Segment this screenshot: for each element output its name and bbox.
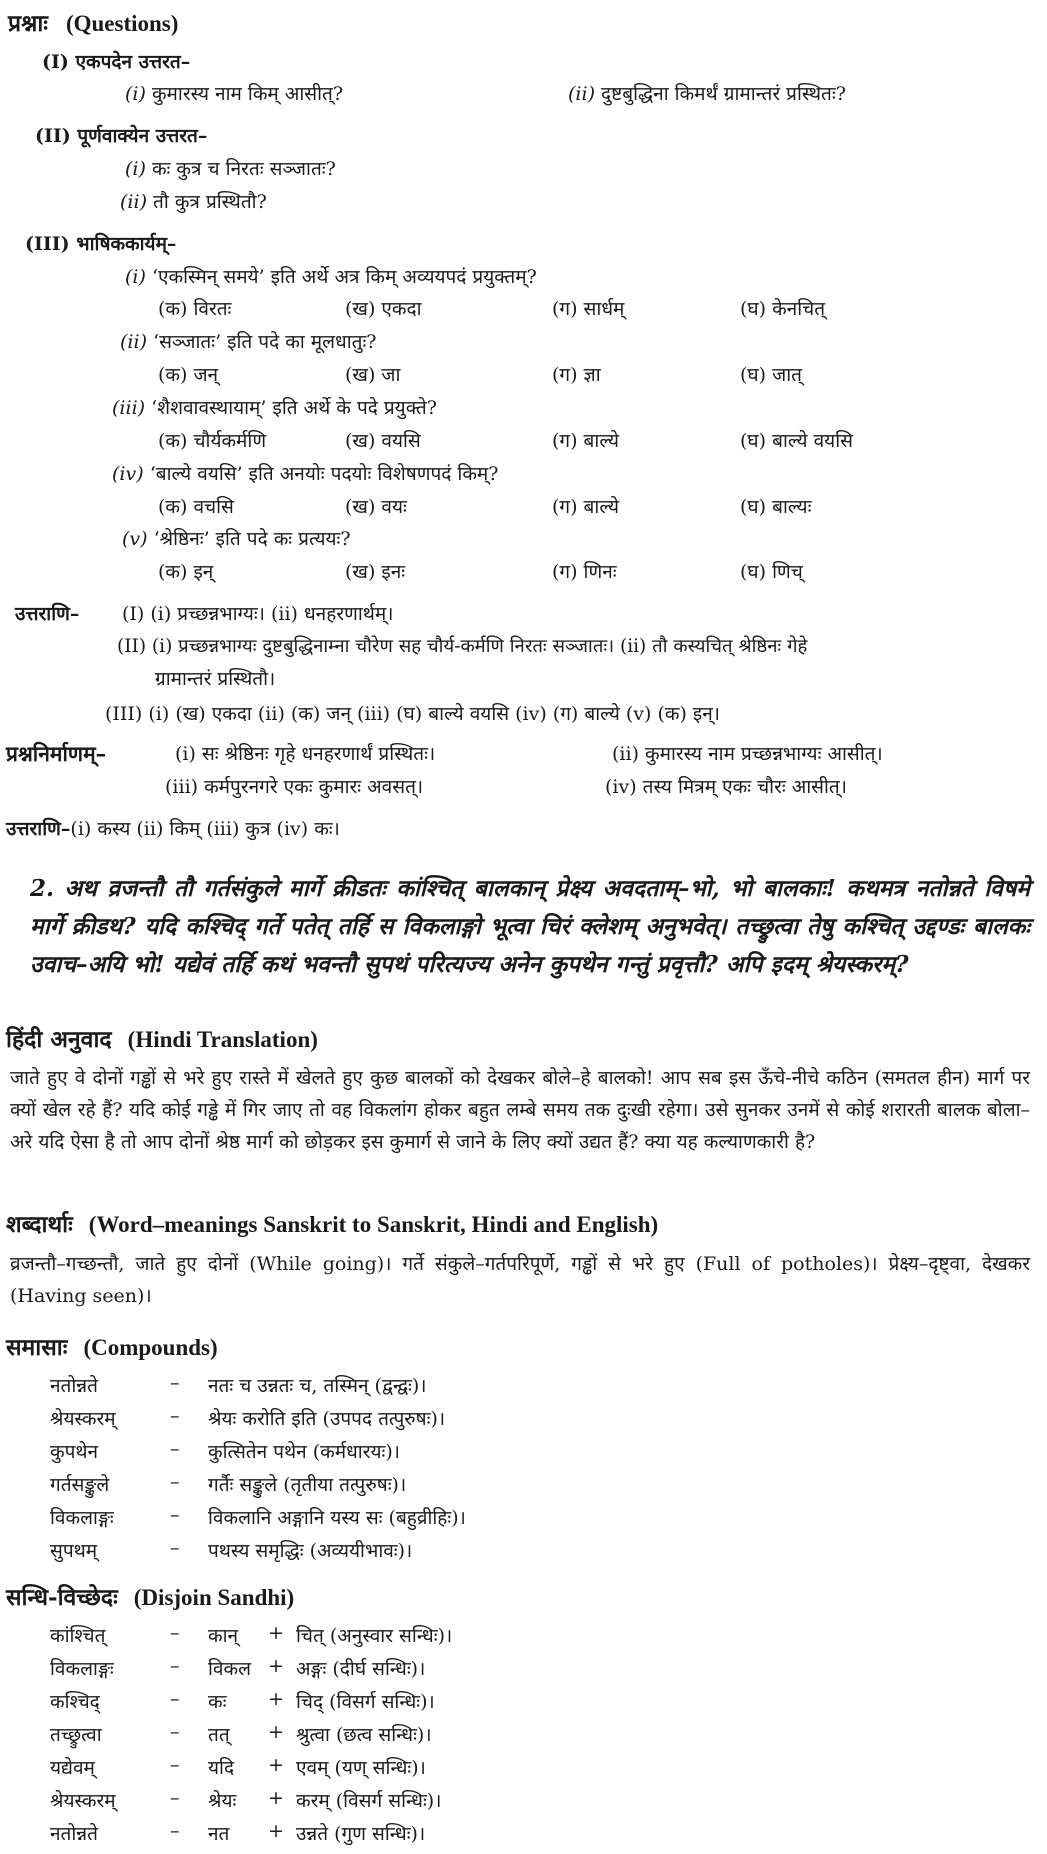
term: कश्चिद् (50, 1691, 100, 1713)
answers-label: उत्तराणि– (15, 603, 80, 625)
q-number: (i) (125, 158, 146, 180)
plus: + (268, 1655, 284, 1677)
dash: – (170, 1688, 180, 1710)
term: यद्येवम् (50, 1757, 95, 1779)
option: (क) चौर्यकर्मणि (158, 430, 267, 452)
section-3-q1 (125, 263, 537, 289)
heading-en: (Disjoin Sandhi) (133, 1585, 295, 1610)
heading-hi: हिंदी अनुवाद (6, 1026, 112, 1053)
option: (ख) एकदा (345, 298, 422, 320)
option: (घ) बाल्ये वयसि (740, 430, 853, 452)
part-b: करम् (विसर्ग सन्धिः)। (296, 1790, 442, 1812)
part-b: एवम् (यण् सन्धिः)। (296, 1757, 426, 1779)
questions-heading (8, 6, 178, 38)
answers-2-text: (i) कस्य (ii) किम् (iii) कुत्र (iv) कः। (70, 818, 340, 840)
part-a: नत (208, 1823, 230, 1845)
plus: + (268, 1754, 284, 1776)
answers-2 (6, 815, 340, 841)
answer-line-3: (III) (i) (ख) एकदा (ii) (क) जन् (iii) (घ) बाल्ये वयसि (iv) (ग) बाल्ये (v) (क) इन्। (105, 703, 721, 725)
section-3-q5 (122, 525, 351, 551)
heading-en: (Hindi Translation) (127, 1027, 318, 1052)
dash: – (170, 1504, 180, 1526)
part-a: विकल (208, 1658, 251, 1680)
option: (घ) जात् (740, 364, 802, 386)
question-formation-iv: (iv) तस्य मित्रम् एकः चौरः आसीत्। (605, 776, 847, 798)
q-text: ‘एकस्मिन् समये’ इति अर्थे अत्र किम् अव्ययपदं प्रयुक्तम्? (151, 266, 537, 288)
dash: – (170, 1754, 180, 1776)
answer-line-2: (II) (i) प्रच्छन्नभाग्यः दुष्टबुद्धिनाम्ना चौरेण सह चौर्य-कर्मणि निरतः सञ्जातः। (ii) तौ कस्यचित् श्रेष्ठिनः गेहे (117, 636, 808, 657)
heading-hi: समासाः (6, 1334, 68, 1361)
meaning: गर्तैः सङ्कुले (तृतीया तत्पुरुषः)। (208, 1474, 407, 1496)
part-b: चित् (अनुस्वार सन्धिः)। (296, 1625, 453, 1647)
q-text: दुष्टबुद्धिना किमर्थं ग्रामान्तरं प्रस्थितः? (601, 83, 846, 105)
option: (क) विरतः (158, 298, 232, 320)
q-number: (v) (122, 528, 148, 550)
heading-hi: शब्दार्थाः (6, 1211, 73, 1238)
q-text: कुमारस्य नाम किम् आसीत्? (151, 83, 344, 105)
section-3-q4 (112, 460, 498, 486)
option: (ग) सार्धम् (552, 298, 625, 320)
option: (क) जन् (158, 364, 219, 386)
meaning: नतः च उन्नतः च, तस्मिन् (द्वन्द्वः)। (208, 1375, 427, 1397)
section-1-q2 (568, 80, 846, 106)
part-b: अङ्गः (दीर्घ सन्धिः)। (296, 1658, 426, 1680)
part-a: श्रेयः (208, 1790, 237, 1812)
option: (ग) बाल्ये (552, 430, 620, 452)
option: (क) इन् (158, 561, 214, 583)
word-meanings-text: व्रजन्तौ–गच्छन्तौ, जाते हुए दोनों (While going)। गर्ते संकुले–गर्तपरिपूर्णे, गड्ढों से भरे हुए (Full of potholes)। प्रेक्ष्य–दृष्ट्वा, देखकर (Having seen)। (10, 1253, 1030, 1307)
q-number: (ii) (120, 191, 147, 213)
part-a: तत् (208, 1724, 230, 1746)
plus: + (268, 1721, 284, 1743)
part-a: कान् (208, 1625, 239, 1647)
option: (ख) जा (345, 364, 401, 386)
option: (ग) बाल्ये (552, 496, 620, 518)
q-text: ‘सञ्जातः’ इति पदे का मूलधातुः? (153, 331, 377, 353)
option: (ग) णिनः (552, 561, 617, 583)
option: (घ) णिच् (740, 561, 803, 583)
sandhi-table (50, 1622, 950, 1852)
meaning: विकलानि अङ्गानि यस्य सः (बहुव्रीहिः)। (208, 1507, 466, 1529)
heading-en: (Word–meanings Sanskrit to Sanskrit, Hindi and English) (88, 1212, 659, 1237)
question-formation-ii: (ii) कुमारस्य नाम प्रच्छन्नभाग्यः आसीत्। (612, 743, 883, 765)
answer-line-1: (I) (i) प्रच्छन्नभाग्यः। (ii) धनहरणार्थम्। (122, 603, 394, 625)
answer-line-2-cont: ग्रामान्तरं प्रस्थितौ। (155, 668, 276, 690)
dash: – (170, 1438, 180, 1460)
section-2-heading: (II) पूर्णवाक्येन उत्तरत– (35, 125, 208, 147)
part-a: कः (208, 1691, 227, 1713)
term: विकलाङ्गः (50, 1507, 114, 1529)
part-b: चिद् (विसर्ग सन्धिः)। (296, 1691, 435, 1713)
option: (ख) वयः (345, 496, 407, 518)
sanskrit-passage: 2. अथ व्रजन्तौ तौ गर्तसंकुले मार्गे क्रीडतः कांश्चित् बालकान् प्रेक्ष्य अवदताम्–भो, भो बालकाः! कथमत्र नतोन्नते विषमे मार्गे क्रीडथ? यदि कश्चिद् गर्ते पतेत् तर्हि स विकलाङ्गो भूत्वा चिरं क्लेशम् अनुभवेत्। तच्छ्रुत्वा तेषु कश्चित् उद्दण्डः बालकः उवाच–अयि भो! यद्येवं तर्हि कथं भवन्तौ सुपथं परित्यज्य अनेन कुपथेन गन्तुं प्रवृत्तौ? अपि इदम् श्रेयस्करम्? (30, 875, 1030, 978)
part-a: यदि (208, 1757, 235, 1779)
answers-label: उत्तराणि– (6, 818, 71, 840)
term: गर्तसङ्कुले (50, 1474, 110, 1496)
plus: + (268, 1622, 284, 1644)
section-3-q3 (112, 394, 437, 420)
dash: – (170, 1622, 180, 1644)
q-text: तौ कुत्र प्रस्थितौ? (153, 191, 267, 213)
option: (घ) बाल्यः (740, 496, 812, 518)
term: विकलाङ्गः (50, 1658, 114, 1680)
q-number: (ii) (568, 83, 595, 105)
option: (ग) ज्ञा (552, 364, 601, 386)
q-number: (i) (125, 266, 146, 288)
meaning: पथस्य समृद्धिः (अव्ययीभावः)। (208, 1540, 413, 1562)
questions-heading-en: (Questions) (65, 11, 179, 36)
option: (ख) इनः (345, 561, 406, 583)
term: नतोन्नते (50, 1823, 98, 1845)
term: नतोन्नते (50, 1375, 98, 1397)
compounds-table (50, 1372, 950, 1582)
dash: – (170, 1471, 180, 1493)
q-text: ‘बाल्ये वयसि’ इति अनयोः पदयोः विशेषणपदं किम्? (149, 463, 499, 485)
section-2-q1 (125, 155, 336, 181)
q-number: (i) (125, 83, 146, 105)
option: (क) वचसि (158, 496, 234, 518)
sandhi-heading (6, 1580, 294, 1612)
q-text: ‘श्रेष्ठिनः’ इति पदे कः प्रत्ययः? (153, 528, 351, 550)
dash: – (170, 1787, 180, 1809)
option: (घ) केनचित् (740, 298, 826, 320)
section-2-q2 (120, 188, 267, 214)
option: (ख) वयसि (345, 430, 421, 452)
term: कांश्चित् (50, 1625, 106, 1647)
heading-hi: सन्धि-विच्छेदः (6, 1584, 118, 1611)
term: कुपथेन (50, 1441, 99, 1463)
dash: – (170, 1405, 180, 1427)
dash: – (170, 1655, 180, 1677)
term: श्रेयस्करम् (50, 1408, 116, 1430)
plus: + (268, 1787, 284, 1809)
dash: – (170, 1820, 180, 1842)
question-formation-label: प्रश्ननिर्माणम्– (6, 741, 107, 766)
dash: – (170, 1372, 180, 1394)
hindi-translation-text: जाते हुए वे दोनों गड्ढों से भरे हुए रास्ते में खेलते हुए कुछ बालकों को देखकर बोले–हे बालको! आप सब इस ऊँचे-नीचे कठिन (समतल हीन) मार्ग पर क्यों खेल रहे हैं? यदि कोई गड्ढे में गिर जाए तो वह विकलांग होकर बहुत लम्बे समय तक दुःखी रहेगा। उसे सुनकर उनमें से कोई शरारती बालक बोला–अरे यदि ऐसा है तो आप दोनों श्रेष्ठ मार्ग को छोड़कर इस कुमार्ग से जाने के लिए क्यों उद्यत हैं? क्या यह कल्याणकारी है? (10, 1067, 1030, 1153)
dash: – (170, 1537, 180, 1559)
question-formation-i: (i) सः श्रेष्ठिनः गृहे धनहरणार्थं प्रस्थितः। (175, 743, 436, 765)
heading-en: (Compounds) (83, 1335, 218, 1360)
dash: – (170, 1721, 180, 1743)
compounds-heading (6, 1330, 218, 1362)
meaning: कुत्सितेन पथेन (कर्मधारयः)। (208, 1441, 400, 1463)
part-b: उन्नते (गुण सन्धिः)। (296, 1823, 426, 1845)
q-number: (ii) (120, 331, 147, 353)
plus: + (268, 1820, 284, 1842)
question-formation-iii: (iii) कर्मपुरनगरे एकः कुमारः अवसत्। (165, 776, 424, 798)
word-meanings-heading (6, 1207, 658, 1239)
q-number: (iv) (112, 463, 144, 485)
section-1-q1 (125, 80, 343, 106)
section-1-heading: (I) एकपदेन उत्तरत– (42, 51, 191, 73)
q-text: ‘शैशवावस्थायाम्’ इति अर्थे के पदे प्रयुक्ते? (151, 397, 437, 419)
term: सुपथम् (50, 1540, 98, 1562)
q-text: कः कुत्र च निरतः सञ्जातः? (151, 158, 336, 180)
hindi-translation-heading (6, 1022, 318, 1054)
questions-heading-hi: प्रश्नाः (8, 10, 48, 37)
section-3-heading: (III) भाषिककार्यम्– (25, 233, 177, 255)
plus: + (268, 1688, 284, 1710)
section-3-q2 (120, 328, 376, 354)
q-number: (iii) (112, 397, 146, 419)
part-b: श्रुत्वा (छत्व सन्धिः)। (296, 1724, 432, 1746)
term: तच्छ्रुत्वा (50, 1724, 102, 1746)
term: श्रेयस्करम् (50, 1790, 116, 1812)
meaning: श्रेयः करोति इति (उपपद तत्पुरुषः)। (208, 1408, 446, 1430)
